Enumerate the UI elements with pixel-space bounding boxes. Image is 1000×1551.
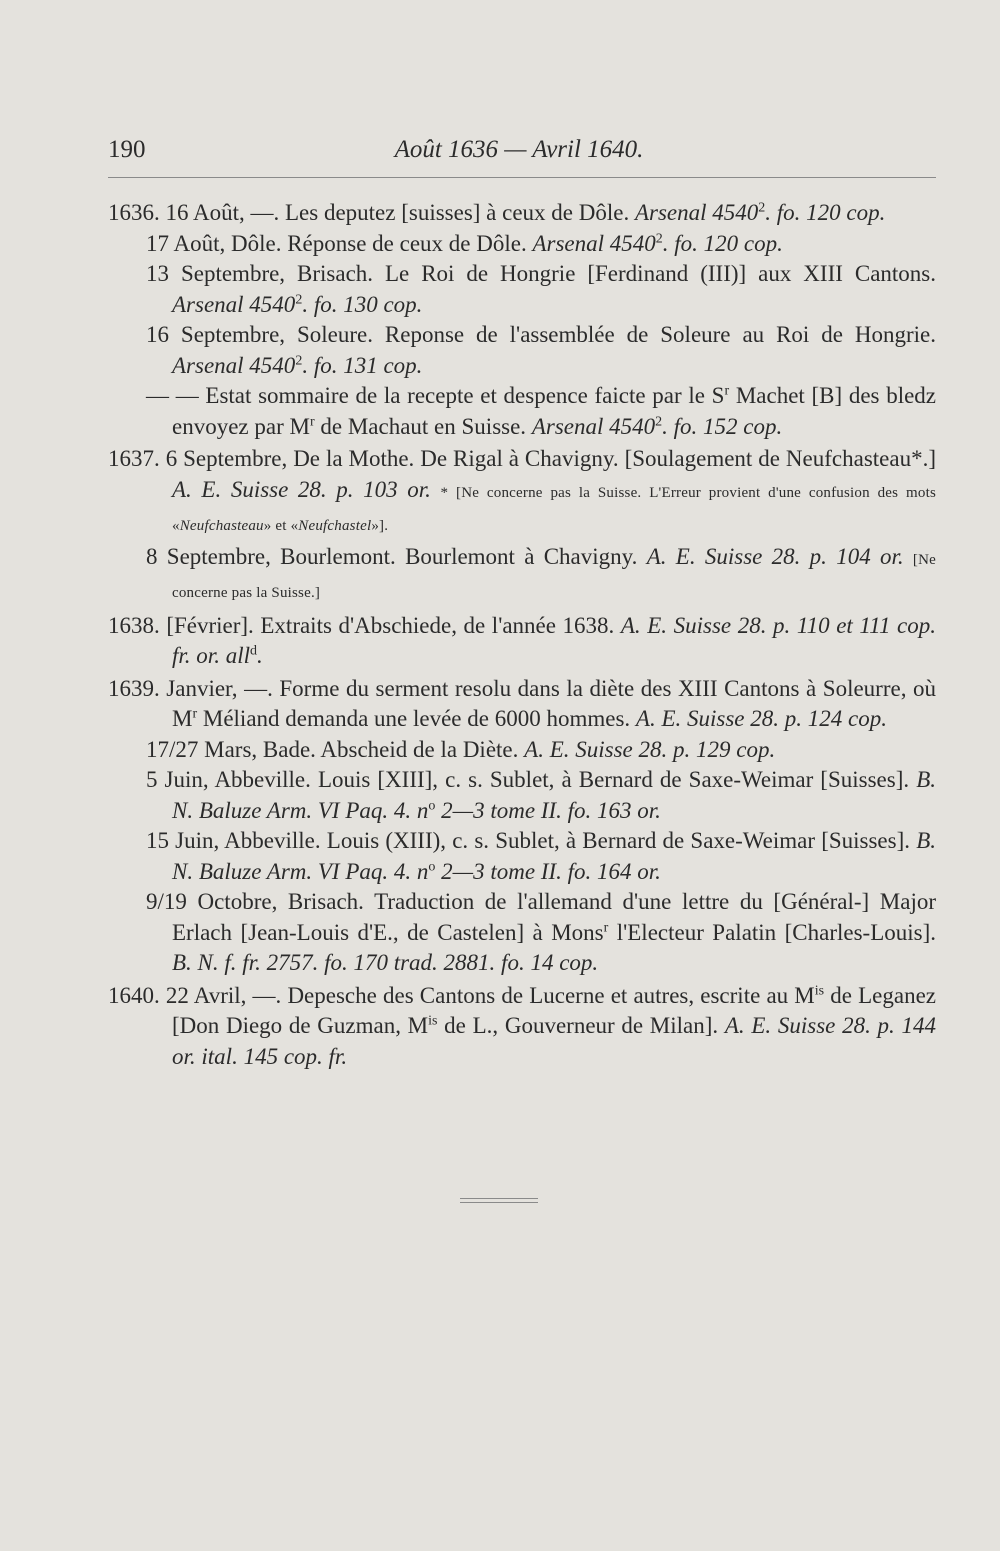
header-rule	[108, 177, 936, 178]
source-reference: A. E. Suisse 28. p. 104 or.	[646, 543, 913, 569]
editor-note: * [Ne concerne pas la Suisse. L'Erreur provient d'une confusion des mots «	[172, 484, 936, 534]
source-reference: B. N. Baluze Arm. VI Paq. 4. n	[172, 828, 936, 884]
page-number: 190	[108, 136, 146, 163]
entry-year	[108, 674, 936, 735]
entry-text: de L., Gouverneur de Milan].	[437, 1013, 725, 1038]
end-rule	[460, 1198, 538, 1206]
superscript: 2	[758, 200, 766, 216]
superscript: r	[724, 383, 730, 399]
entry-text: 1638. [Février]. Extraits d'Abschiede, de l'année 1638.	[108, 612, 621, 638]
entry-text: 5 Juin, Abbeville. Louis [XIII], c. s. Sublet, à Bernard de Saxe-Weimar [Suisses].	[146, 767, 917, 792]
end-rule-line	[460, 1198, 538, 1199]
superscript: is	[814, 982, 825, 998]
superscript: o	[428, 797, 436, 813]
entry-text: de Machaut en Suisse.	[314, 413, 532, 439]
entry-item	[108, 320, 936, 381]
entry-text: 1636. 16 Août, —. Les deputez [suisses] à ceux de Dôle.	[108, 200, 635, 225]
entry-text: Méliand demanda une levée de 6000 hommes.	[197, 706, 636, 731]
superscript: 2	[295, 352, 303, 368]
entry-item	[108, 542, 936, 609]
source-reference: . fo. 130 cop.	[302, 291, 423, 317]
entry-text: de Leganez [Don Diego de Guzman, M	[172, 982, 937, 1038]
superscript: r	[309, 413, 315, 429]
entry-text: 8 Septembre, Bourlemont. Bourlemont à Chavigny.	[146, 543, 647, 569]
entry-year	[108, 444, 936, 542]
source-reference: Arsenal 4540	[172, 352, 296, 378]
editor-note: »].	[371, 518, 389, 534]
source-reference: Arsenal 4540	[532, 230, 656, 256]
entry-year	[108, 611, 936, 672]
superscript: o	[428, 858, 436, 874]
entry-item	[108, 826, 936, 887]
source-reference: . fo. 152 cop.	[662, 413, 783, 439]
entry-list	[108, 198, 936, 1072]
editor-note: Neufchasteau	[179, 518, 264, 534]
editor-note: Neufchastel	[298, 518, 372, 534]
source-reference: 2—3 tome II. fo. 163 or.	[435, 797, 661, 823]
source-reference: B. N. f. fr. 2757. fo. 170 trad. 2881. fo. 14 cop.	[172, 950, 599, 975]
source-reference: Arsenal 4540	[172, 291, 296, 317]
entry-item	[108, 381, 936, 442]
source-reference: 2—3 tome II. fo. 164 or.	[435, 858, 661, 884]
entry-year	[108, 198, 936, 229]
running-head: Août 1636 — Avril 1640.	[394, 136, 644, 163]
entry-item	[108, 735, 936, 766]
superscript: r	[192, 706, 198, 722]
source-reference: B. N. Baluze Arm. VI Paq. 4. n	[172, 767, 936, 823]
entry-text: 1637. 6 Septembre, De la Mothe. De Rigal à Chavigny. [Soulagement de Neufchasteau*.]	[108, 446, 936, 471]
entry-item	[108, 229, 936, 260]
superscript: is	[428, 1013, 438, 1029]
entry-text: 17 Août, Dôle. Réponse de ceux de Dôle.	[146, 230, 533, 256]
source-reference: A. E. Suisse 28. p. 144 or. ital. 145 cop. fr.	[172, 1013, 936, 1069]
entry-item	[108, 765, 936, 826]
entry-text: 15 Juin, Abbeville. Louis (XIII), c. s. Sublet, à Bernard de Saxe-Weimar [Suisses].	[146, 828, 917, 853]
entry-text: 16 Septembre, Soleure. Reponse de l'assemblée de Soleure au Roi de Hongrie.	[146, 322, 936, 347]
superscript: 2	[295, 291, 303, 307]
entry-text: 17/27 Mars, Bade. Abscheid de la Diète.	[146, 736, 525, 762]
entry-text: l'Electeur Palatin [Charles-Louis].	[608, 919, 937, 945]
source-reference: A. E. Suisse 28. p. 110 et 111 cop. fr. or. all	[172, 612, 936, 668]
source-reference: . fo. 131 cop.	[302, 352, 423, 378]
end-rule-line	[460, 1202, 538, 1203]
source-reference: Arsenal 4540	[634, 200, 759, 225]
source-reference: . fo. 120 cop.	[662, 230, 783, 256]
superscript: r	[603, 919, 609, 935]
superscript: 2	[655, 230, 663, 246]
superscript: d	[249, 643, 257, 659]
source-reference: .	[256, 643, 263, 668]
source-reference: A. E. Suisse 28. p. 129 cop.	[524, 736, 776, 762]
editor-note: » et «	[263, 518, 299, 534]
superscript: 2	[655, 413, 663, 429]
entry-text: — — Estat sommaire de la recepte et despence faicte par le S	[146, 383, 725, 408]
entry-text: Machet [B] des bledz envoyez par M	[172, 383, 937, 439]
entry-text: 13 Septembre, Brisach. Le Roi de Hongrie [Ferdinand (III)] aux XIII Cantons.	[146, 261, 936, 286]
editor-note: [Ne concerne pas la Suisse.]	[172, 551, 936, 601]
entry-item	[108, 887, 936, 979]
entry-text: 1639. Janvier, —. Forme du serment resolu dans la diète des XIII Cantons à Soleurre, où M	[108, 675, 936, 731]
source-reference: A. E. Suisse 28. p. 124 cop.	[635, 706, 887, 731]
source-reference: Arsenal 4540	[531, 413, 656, 439]
entry-text: 9/19 Octobre, Brisach. Traduction de l'allemand d'une lettre du [Général-] Major Erlach [Jean-Louis d'E., de Castelen] à Mons	[146, 889, 936, 945]
entry-item	[108, 259, 936, 320]
source-reference: A. E. Suisse 28. p. 103 or.	[172, 476, 441, 502]
source-reference: . fo. 120 cop.	[765, 200, 886, 225]
entry-text: 1640. 22 Avril, —. Depesche des Cantons de Lucerne et autres, escrite au M	[108, 982, 815, 1008]
entry-year	[108, 981, 936, 1073]
